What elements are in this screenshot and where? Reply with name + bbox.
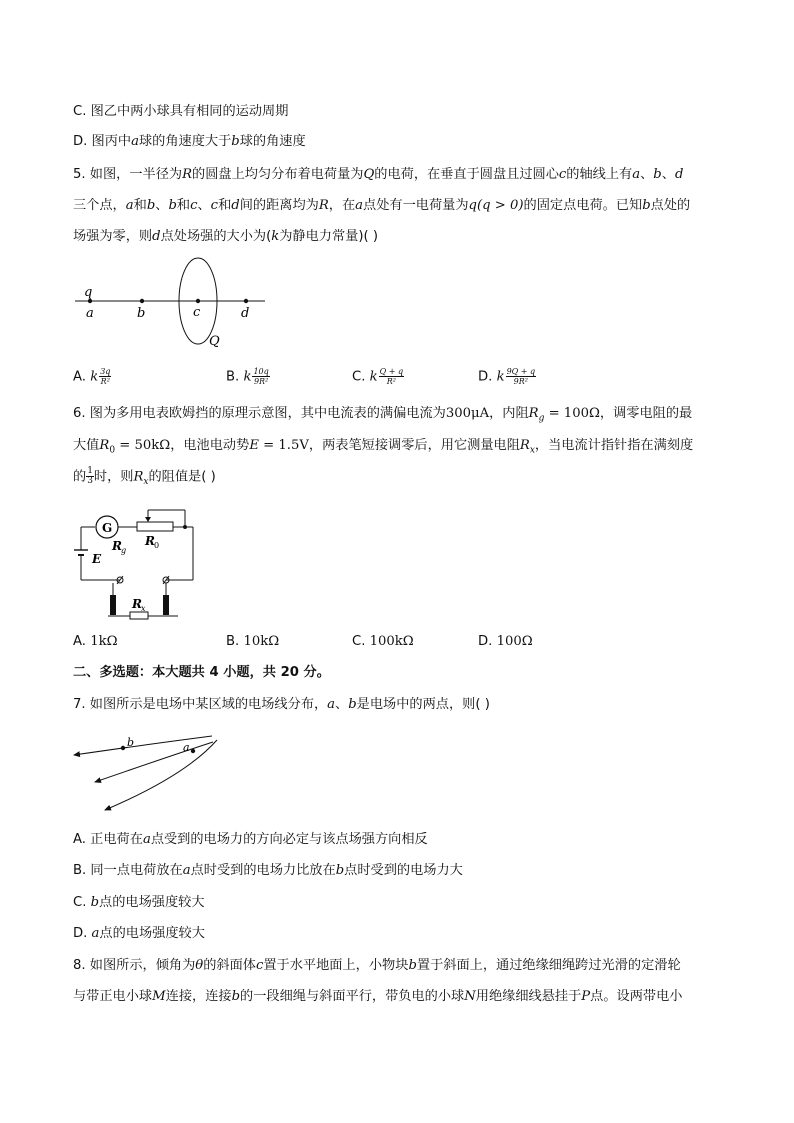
section-heading: 二、多选题：本大题共 4 小题，共 20 分。 [73,665,330,680]
q5-stem-line3: 场强为零，则d点处场强的大小为(k为静电力常量)( ) [73,229,378,244]
point-b-dot [140,299,144,303]
q4-option-c: C. 图乙中两小球具有相同的运动周期 [73,104,289,119]
point-d-dot [244,299,248,303]
r0-label: R [145,534,155,548]
q7-option-a: A. 正电荷在a点受到的电场力的方向必定与该点场强方向相反 [73,832,428,847]
q7-option-c: C. b点的电场强度较大 [73,895,205,910]
q6-stem-line2: 大值$R_0 = 50k\Omega$，电池电动势E = 1.5V，两表笔短接调零后，用它测量电阻$R_x$，当电流计指针指在满刻度 [73,438,694,456]
emf-label: E [92,552,102,566]
q6-stem-line1: 6. 图为多用电表欧姆挡的原理示意图，其中电流表的满偏电流为300μA，内阻$R_g = 100\Omega$，调零电阻的最 [73,406,693,424]
q6-option-b: B. 10kΩ [226,634,280,649]
q6-option-d: D. 100Ω [478,634,533,649]
field-line-2 [95,742,213,782]
q5-disc-figure [70,255,270,350]
q4-option-d: D. 图丙中a球的角速度大于b球的角速度 [73,134,306,149]
probe-right [163,595,169,615]
rg-label: R [112,539,122,553]
q6-option-a: A. 1kΩ [73,634,118,649]
point-a-dot [191,749,195,753]
point-c-dot [196,299,200,303]
label-d: d [241,306,250,321]
q6-option-c: C. 100kΩ [352,634,414,649]
svg-text:g: g [121,546,127,555]
field-line-3 [105,740,217,810]
q5-stem-line2: 三个点，a和b、b和c、c和d间的距离均为R，在a点处有一电荷量为q(q > 0)的固定点电荷。已知b点处的 [73,198,691,213]
rx-resistor [130,612,148,619]
q7-field-lines-figure [70,728,225,818]
point-b-dot [121,746,125,750]
q7-option-d: D. a点的电场强度较大 [73,926,205,941]
label-q: q [84,285,93,300]
q5-option-d: D. k $\frac{9Q + q}{\text{9R²}}$ [478,367,536,386]
label-a: a [86,306,94,321]
svg-text:x: x [141,604,146,613]
q6-circuit-figure [68,500,198,625]
q5-option-a: A. k $\frac{3q}{\text{R²}}$ [73,367,111,386]
q8-stem-line1: 8. 如图所示，倾角为θ的斜面体c置于水平地面上，小物块b置于斜面上，通过绝缘细绳跨过光滑的定滑轮 [73,958,681,973]
label-a: a [183,741,190,754]
q5-option-b: B. k $\frac{10q}{\text{9R²}}$ [226,367,269,386]
label-Q: Q [209,334,220,349]
label-b: b [127,736,135,749]
galvanometer-label: G [102,521,113,535]
probe-left [110,595,116,615]
q6-stem-line3: 的 $\frac{1}{3}$ 时，则$R_x$的阻值是( ) [73,466,216,488]
label-c: c [193,305,201,320]
r0-resistor [137,522,173,531]
label-b: b [137,306,146,321]
q7-stem: 7. 如图所示是电场中某区域的电场线分布，a、b是电场中的两点，则( ) [73,697,490,712]
q8-stem-line2: 与带正电小球M连接，连接b的一段细绳与斜面平行，带负电的小球N用绝缘细线悬挂于P点。设两带电小 [73,989,683,1004]
svg-text:0: 0 [154,541,160,550]
q5-option-c: C. k $\frac{Q + q}{\text{R²}}$ [352,367,404,386]
q5-stem-line1: 5. 如图，一半径为R的圆盘上均匀分布着电荷量为Q的电荷，在垂直于圆盘且过圆心c的轴线上有a、b、d [73,167,684,182]
q7-option-b: B. 同一点电荷放在a点时受到的电场力比放在b点时受到的电场力大 [73,863,463,878]
rx-label: R [132,597,142,611]
